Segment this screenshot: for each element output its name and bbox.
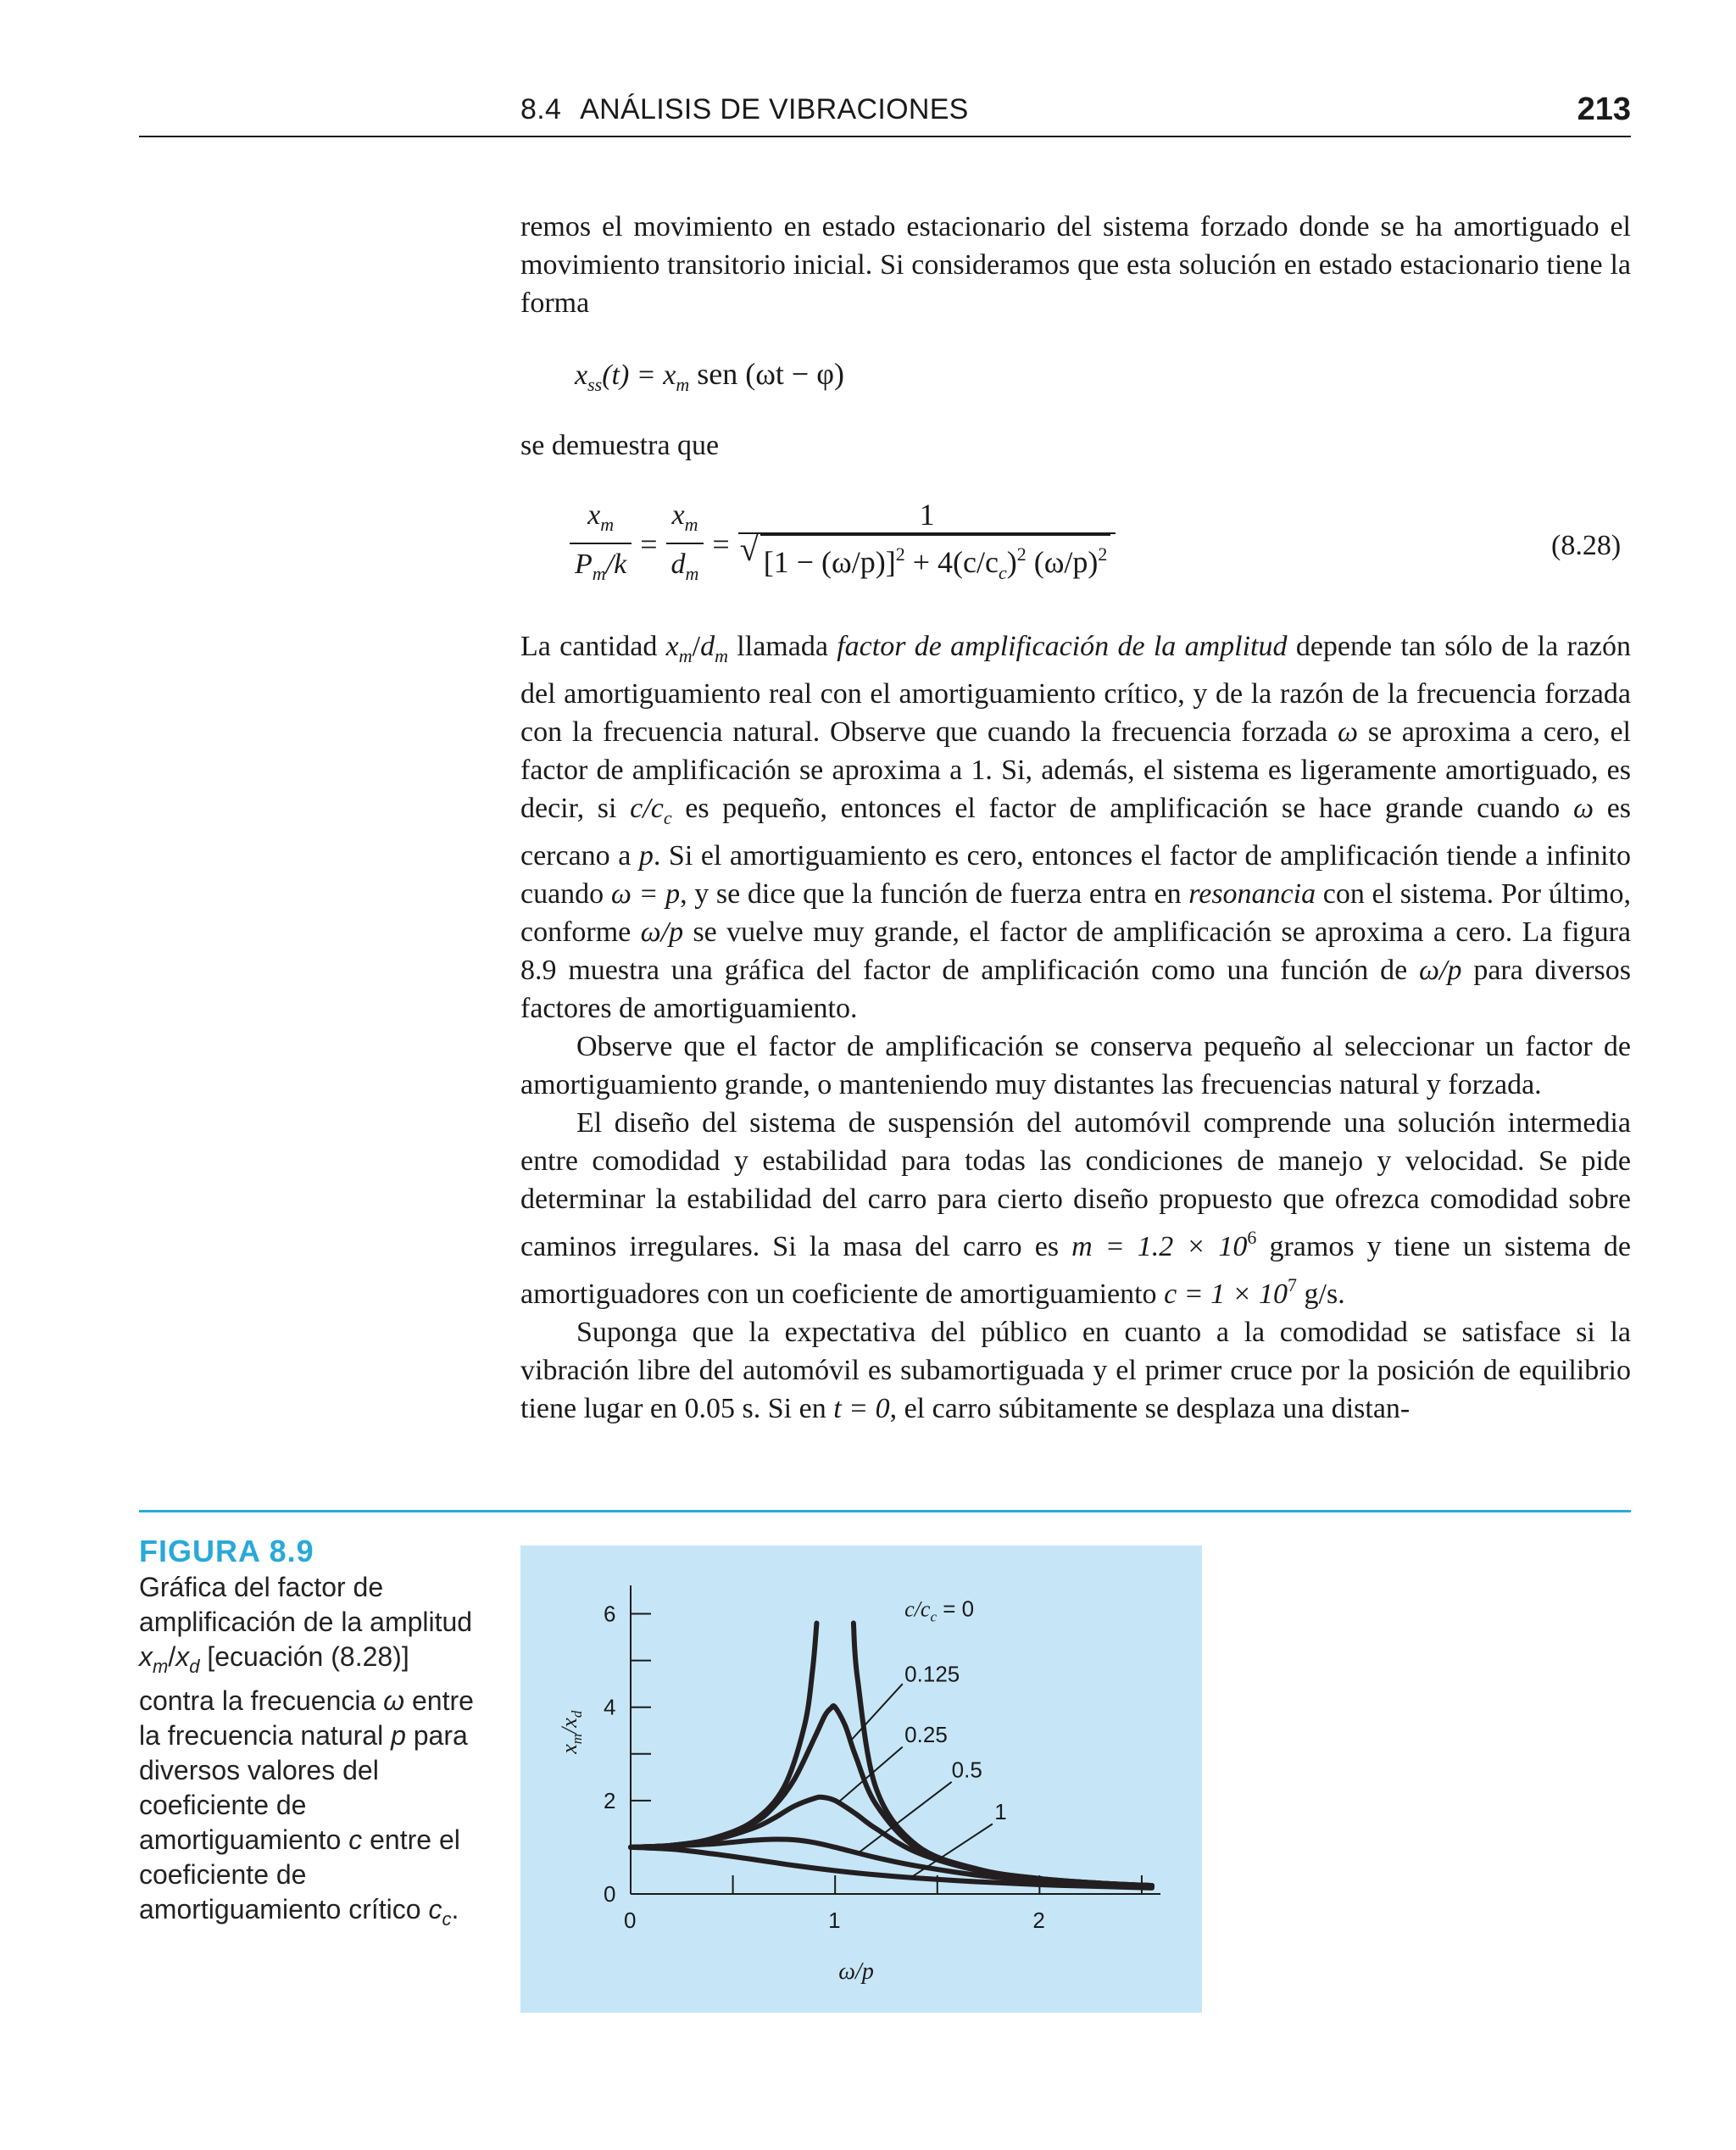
eq-num2-x: x	[671, 499, 685, 531]
running-head	[520, 95, 969, 124]
p3c: depende tan sólo de la razón del amortiguamiento real con el amortiguamiento crítico, y de la razón de la frecuencia forzada con la frecuencia natural. Observe que cuando la frecuencia forzada	[520, 631, 1631, 748]
equation-number: (8.28)	[1551, 530, 1622, 561]
curve-damping-0-25	[631, 1797, 1152, 1885]
y-tick-label: 6	[604, 1601, 616, 1627]
caption-end: .	[451, 1894, 459, 1924]
eq-sqrt	[760, 534, 1111, 592]
p5-mass: m = 1.2 × 10	[1071, 1231, 1248, 1262]
p6-t0: t = 0	[833, 1393, 890, 1424]
y-axis-label: $x_m/x_d$	[557, 1710, 585, 1754]
eq-ss-sub: ss	[587, 374, 603, 395]
caption-xm: x	[139, 1641, 153, 1672]
caption-c-var: c	[348, 1824, 363, 1855]
y-tick-label: 4	[604, 1694, 616, 1720]
figure-label: FIGURA 8.9	[139, 1534, 314, 1568]
p5-damp: c = 1 × 10	[1164, 1278, 1288, 1310]
caption-xd: x	[175, 1641, 190, 1672]
p3-omega-2: ω	[1572, 793, 1594, 824]
eq-den1-k: /k	[605, 549, 627, 580]
p3-dm: d	[700, 631, 715, 662]
curve-damping-0-left	[631, 1624, 816, 1847]
eq-den2-sub: m	[685, 563, 699, 584]
p3k: para diversos factores de amortiguamiento.	[520, 955, 1632, 1024]
y-tick-label: 2	[604, 1787, 616, 1813]
p5c: g/s.	[1304, 1278, 1345, 1310]
p6a: Suponga que la expectativa del público en cuanto a la comodidad se satisface si la vibración libre del automóvil es subamortiguada y el primer cruce por la posición de equilibrio tiene lugar en 0.05 s. Si en	[520, 1317, 1631, 1424]
eq-rad3: )	[1006, 545, 1017, 579]
caption-omega: ω	[383, 1685, 405, 1716]
y-tick-label: 0	[604, 1881, 616, 1907]
paragraph-2	[520, 426, 1631, 465]
p5-damp-exp: 7	[1288, 1274, 1298, 1295]
eq-num2-sub: m	[684, 514, 698, 535]
curve-damping-0-right	[854, 1624, 1152, 1886]
eq-rad4: (ω/p)	[1026, 545, 1099, 579]
paragraph-1-text: remos el movimiento en estado estacionario del sistema forzado donde se ha amortiguado el movimiento transitorio inicial. Si consideramos que esta solución en estado estacionario tiene la forma	[520, 211, 1631, 319]
series-label-0: 0.125	[904, 1661, 960, 1687]
header-rule	[139, 136, 1631, 137]
p3j: se vuelve muy grande, el factor de amplificación se aproxima a cero. La figura 8.9 muestra una gráfica del factor de amplificación como una función de	[520, 916, 1632, 986]
paragraph-3-text: La cantidad $x_m/d_m$ llamada factor de amplificación de la amplitud depende tan sólo de la razón del amortiguamiento real con el amortiguamiento crítico, y de la razón de la frecuencia forzada con la frecuencia natural. Observe que cuando la frecuencia forzada ω se aproxima a cero, el factor de amplificación se aproxima a 1. Si, además, el sistema es ligeramente amortiguado, es decir, si $c/c_c$ es pequeño, entonces el factor de amplificación se hace grande cuando ω es cercano a p. Si el amortiguamiento es cero, entonces el factor de amplificación tiende a infinito cuando ω = p, y se dice que la función de fuerza entra en resonancia con el sistema. Por último, conforme ω/p se vuelve muy grande, el factor de amplificación se aproxima a cero. La figura 8.9 muestra una gráfica del factor de amplificación como una función de ω/p para diversos factores de amortiguamiento.	[520, 631, 1632, 1024]
eq-num1-sub: m	[600, 514, 615, 535]
eq-frac-3	[738, 497, 1116, 592]
eq-m-sub: m	[676, 374, 690, 395]
caption-a: Gráfica del factor de amplificación de la amplitud	[139, 1572, 473, 1637]
caption-b: [ecuación (8.28)] contra la frecuencia	[139, 1641, 409, 1716]
eq-rhs: sen (ωt − φ)	[697, 357, 844, 391]
section-number: 8.4	[520, 93, 562, 125]
x-tick-label: 0	[624, 1908, 637, 1933]
caption-cc: c	[428, 1894, 442, 1924]
section-title: ANÁLISIS DE VIBRACIONES	[580, 93, 969, 125]
x-axis-label: ω/p	[838, 1958, 874, 1985]
p3-xm-sub: m	[678, 645, 693, 666]
p3f: es cercano a	[520, 793, 1632, 872]
paragraph-5-text	[520, 1104, 1631, 1313]
eq-den1-sub: m	[592, 563, 606, 584]
page-number: 213	[1577, 92, 1631, 127]
p3-omega-over-p-2: ω/p	[1419, 955, 1462, 986]
eq-rad1: [1 − (ω/p)]	[763, 545, 896, 579]
paragraph-2-text: se demuestra que	[520, 430, 720, 461]
paragraph-3	[520, 627, 1631, 1428]
p3g: . Si el amortiguamiento es cero, entonces el factor de amplificación tiende a infinito cuando	[520, 840, 1632, 910]
p5b: gramos y tiene un sistema de amortiguadores con un coeficiente de amortiguamiento	[520, 1231, 1632, 1310]
amplification-chart	[520, 1546, 1202, 2013]
caption-cc-sub: c	[442, 1908, 452, 1930]
p5a: El diseño del sistema de suspensión del automóvil comprende una solución intermedia entre comodidad y estabilidad para todas las condiciones de manejo y velocidad. Se pide determinar la estabilidad del carro para cierto diseño propuesto que ofrezca comodidad sobre caminos irregulares. Si la masa del carro es	[520, 1107, 1631, 1262]
caption-xm-sub: m	[153, 1656, 169, 1677]
steady-state-equation	[575, 356, 844, 396]
figure-caption	[139, 1533, 478, 1936]
p3-omega-eq-p: ω = p	[610, 878, 681, 910]
caption-c: entre la frecuencia natural	[139, 1685, 474, 1751]
eq-num3-one: 1	[738, 497, 1116, 534]
p3-omega-over-p-1: ω/p	[640, 916, 684, 948]
eq-den2-d: d	[670, 549, 686, 580]
p3-dm-sub: m	[715, 645, 728, 666]
p6b: , el carro súbitamente se desplaza una distan-	[889, 1393, 1410, 1424]
p5-mass-exp: 6	[1247, 1227, 1257, 1248]
eq-frac-1	[570, 496, 632, 593]
figure-caption-text: Gráfica del factor de amplificación de la amplitud $x_m/x_d$ [ecuación (8.28)] contra la frecuencia ω entre la frecuencia natural p para diversos valores del coeficiente de amortiguamiento c entre el coeficiente de amortiguamiento crítico $c_c$.	[139, 1572, 474, 1930]
p3-cc-sub: c	[663, 807, 672, 828]
figure-rule	[139, 1510, 1631, 1512]
eq-den1-P: P	[575, 549, 593, 580]
label-cc-0: $c/c_c = 0$	[904, 1596, 975, 1625]
series-label-2: 0.5	[951, 1757, 982, 1783]
series-label-1: 0.25	[904, 1722, 948, 1747]
p3-xm: x	[665, 631, 679, 662]
paragraph-1	[520, 208, 1631, 322]
x-tick-label: 1	[828, 1908, 841, 1933]
p3e: es pequeño, entonces el factor de amplificación se hace grande cuando	[685, 793, 1561, 824]
eq-rad2: + 4(c/c	[904, 545, 999, 579]
figure-8-9-panel	[520, 1546, 1202, 2013]
p3b: llamada	[737, 631, 828, 662]
p3-p: p	[638, 840, 654, 872]
p3-cc: c/c	[630, 793, 664, 824]
eq-sq1: 2	[895, 543, 905, 565]
p3h: , y se dice que la función de fuerza entra en	[680, 878, 1182, 910]
eq-sq3: 2	[1098, 543, 1108, 565]
term-resonance: resonancia	[1188, 878, 1316, 910]
eq-xss: x	[575, 359, 588, 391]
p3-omega-1: ω	[1337, 716, 1358, 748]
p3i: con el sistema. Por último, conforme	[520, 878, 1631, 948]
caption-d: para diversos valores del coeficiente de amortiguamiento	[139, 1720, 468, 1855]
caption-p: p	[391, 1720, 406, 1751]
x-tick-label: 2	[1032, 1908, 1045, 1933]
eq-sq2: 2	[1016, 543, 1027, 565]
eq-num1-x: x	[587, 499, 601, 531]
term-amplification-factor: factor de amplificación de la amplitud	[837, 631, 1288, 662]
eq-rest: (t) = x	[602, 359, 676, 391]
paragraph-6-text	[520, 1313, 1631, 1428]
series-label-3: 1	[994, 1798, 1007, 1824]
eq-cc-sub: c	[998, 562, 1007, 583]
p3d: se aproxima a cero, el factor de amplificación se aproxima a 1. Si, además, el sistema es ligeramente amortiguado, es decir, si	[520, 716, 1631, 824]
caption-xd-sub: d	[189, 1656, 200, 1677]
p3a: La cantidad	[520, 631, 658, 662]
paragraph-4-text: Observe que el factor de amplificación se conserva pequeño al seleccionar un factor de amortiguamiento grande, o manteniendo muy distantes las frecuencias natural y forzada.	[520, 1031, 1631, 1100]
eq-frac-2	[666, 496, 704, 593]
equation-8-28: $\frac{x_m}{P_m/k}$ = $\frac{x_m}{d_m}$ = 1 √ $[1 - (\omega/p)]^2 + 4(c/c_c)^2$ $(\omega/p)^2$	[570, 496, 1116, 593]
caption-e: entre el coeficiente de amortiguamiento crítico	[139, 1824, 460, 1924]
